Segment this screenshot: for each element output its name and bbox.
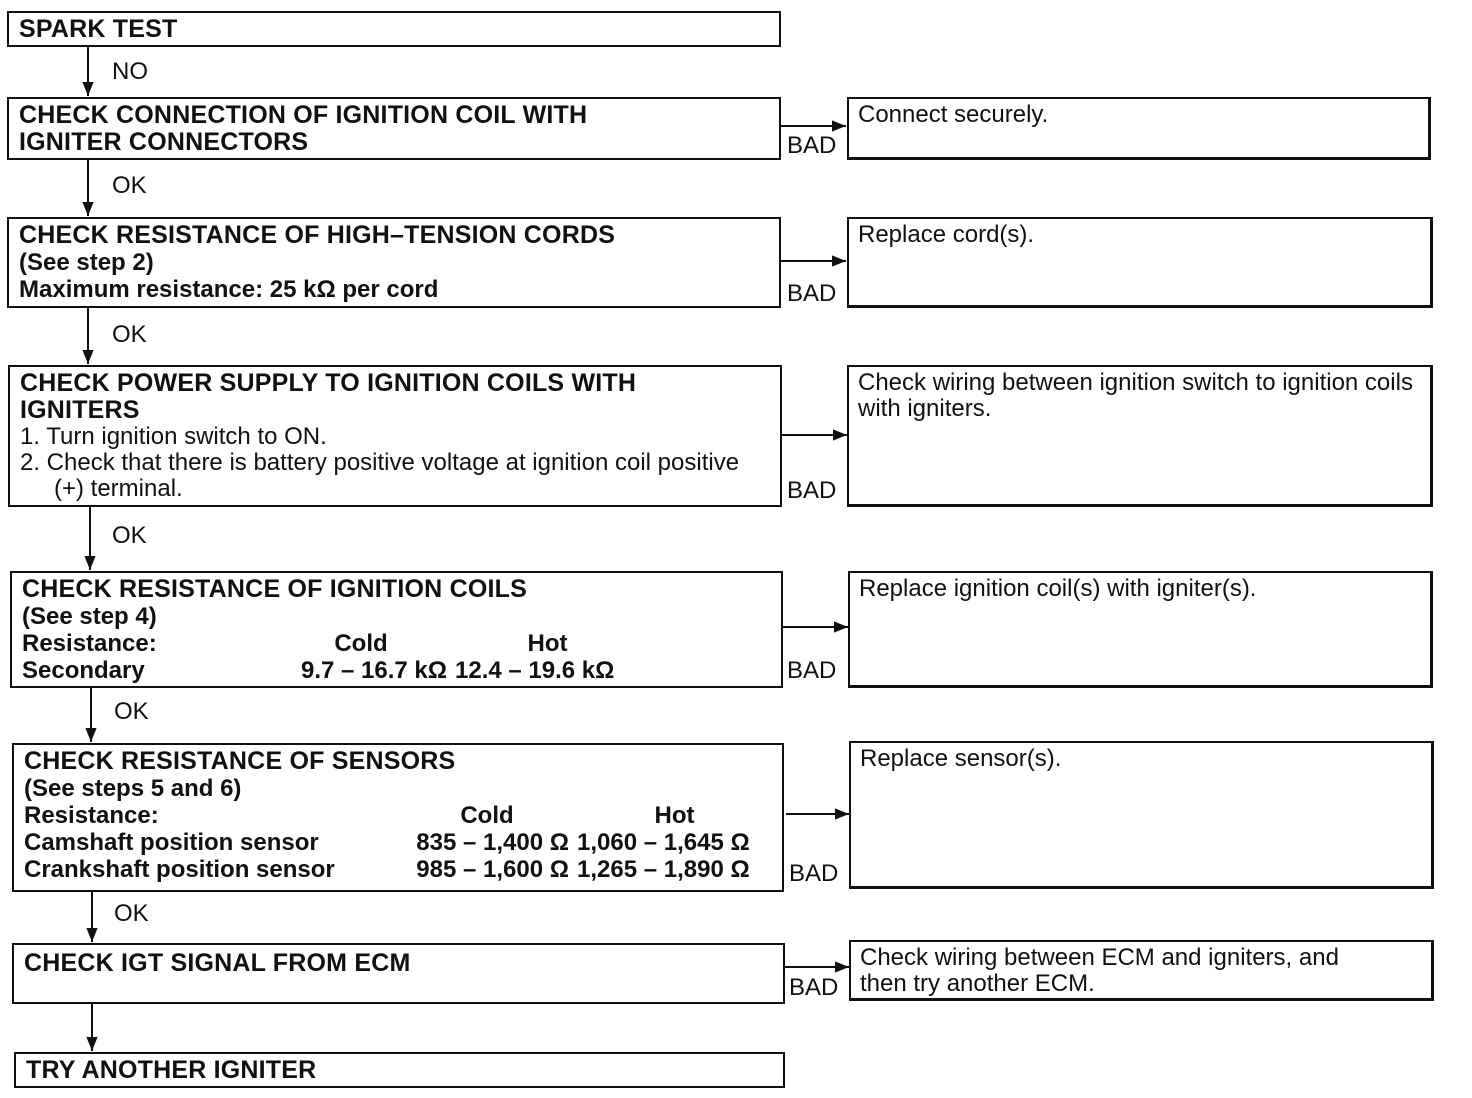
- sensor-row-1-name: Camshaft position sensor: [24, 829, 319, 856]
- fix-replace-coils-text: Replace ignition coil(s) with igniter(s).: [859, 575, 1257, 602]
- fix-connect-securely-text: Connect securely.: [858, 101, 1049, 128]
- try-another-igniter-title: TRY ANOTHER IGNITER: [26, 1056, 317, 1084]
- step-check-connection-box: [7, 97, 781, 160]
- fix-replace-cords-box: [847, 217, 1433, 308]
- fix-replace-coils-box: [848, 571, 1433, 688]
- coil-resistance-header-row: [22, 630, 640, 657]
- coil-resistance-label: Resistance:: [22, 630, 157, 657]
- step-igt-signal-title: CHECK IGT SIGNAL FROM ECM: [24, 949, 411, 977]
- step-coil-resistance-ref: (See step 4): [22, 603, 157, 630]
- sensor-hot-header: Hot: [654, 802, 695, 829]
- table-row: [24, 829, 772, 856]
- step-check-connection-title-line2: IGNITER CONNECTORS: [19, 128, 309, 156]
- fix-check-wiring-switch-text: Check wiring between ignition switch to ignition coils with igniters.: [858, 369, 1413, 422]
- ok-label-step1: OK: [112, 172, 147, 199]
- step-power-supply-title-line2: IGNITERS: [20, 396, 140, 424]
- no-label: NO: [112, 58, 148, 85]
- fix-check-ecm-box: [849, 940, 1434, 1001]
- coil-row-name: Secondary: [22, 657, 145, 684]
- coil-cold-header: Cold: [334, 630, 388, 657]
- sensor-row-1-cold: 835 – 1,400 Ω: [416, 829, 569, 856]
- sensor-resistance-label: Resistance:: [24, 802, 159, 829]
- step-cord-resistance-spec: Maximum resistance: 25 kΩ per cord: [19, 276, 439, 303]
- coil-row-cold: 9.7 – 16.7 kΩ: [300, 657, 447, 684]
- table-row: [24, 856, 772, 883]
- bad-label-step5: BAD: [789, 860, 839, 887]
- sensor-row-1-hot: 1,060 – 1,645 Ω: [577, 829, 750, 856]
- bad-label-step4: BAD: [787, 657, 837, 684]
- fix-check-ecm-text-line2: then try another ECM.: [860, 970, 1095, 997]
- spark-test-title: SPARK TEST: [19, 15, 178, 43]
- coil-row-hot: 12.4 – 19.6 kΩ: [455, 657, 615, 684]
- sensor-resistance-table: [24, 802, 772, 883]
- fix-replace-sensors-text: Replace sensor(s).: [860, 745, 1062, 772]
- fix-connect-securely-box: [847, 97, 1431, 160]
- table-row: [22, 657, 640, 684]
- bad-label-step2: BAD: [787, 280, 837, 307]
- ok-label-step4: OK: [114, 698, 149, 725]
- step-cord-resistance-title: CHECK RESISTANCE OF HIGH–TENSION CORDS: [19, 221, 616, 249]
- sensor-resistance-header-row: [24, 802, 772, 829]
- fix-check-ecm-text-line1: Check wiring between ECM and igniters, and: [860, 944, 1339, 971]
- bad-label-step1: BAD: [787, 132, 837, 159]
- step-coil-resistance-title: CHECK RESISTANCE OF IGNITION COILS: [22, 575, 527, 603]
- ok-label-step5: OK: [114, 900, 149, 927]
- step-sensor-resistance-title: CHECK RESISTANCE OF SENSORS: [24, 747, 456, 775]
- step-check-connection-title-line1: CHECK CONNECTION OF IGNITION COIL WITH: [19, 101, 588, 129]
- step-coil-resistance-box: [10, 571, 783, 688]
- power-supply-instruction-1: 1. Turn ignition switch to ON.: [20, 423, 327, 450]
- coil-hot-header: Hot: [527, 630, 568, 657]
- sensor-row-2-hot: 1,265 – 1,890 Ω: [577, 856, 750, 883]
- fix-replace-cords-text: Replace cord(s).: [858, 221, 1035, 248]
- spark-test-box: [7, 11, 781, 47]
- fix-check-wiring-switch-box: [847, 365, 1433, 507]
- step-cord-resistance-box: [7, 217, 781, 308]
- step-igt-signal-box: [12, 943, 785, 1004]
- sensor-row-2-cold: 985 – 1,600 Ω: [416, 856, 569, 883]
- step-power-supply-box: [8, 365, 782, 507]
- coil-resistance-table: [22, 630, 640, 684]
- step-sensor-resistance-box: [12, 743, 784, 892]
- ok-label-step2: OK: [112, 321, 147, 348]
- try-another-igniter-box: [14, 1052, 785, 1088]
- step-cord-resistance-ref: (See step 2): [19, 249, 154, 276]
- sensor-row-2-name: Crankshaft position sensor: [24, 856, 335, 883]
- bad-label-step3: BAD: [787, 477, 837, 504]
- power-supply-instruction-2: 2. Check that there is battery positive voltage at ignition coil positive (+) terminal.: [20, 449, 740, 502]
- fix-replace-sensors-box: [849, 741, 1434, 889]
- bad-label-step6: BAD: [789, 974, 839, 1001]
- ok-label-step3: OK: [112, 522, 147, 549]
- step-power-supply-title-line1: CHECK POWER SUPPLY TO IGNITION COILS WITH: [20, 369, 637, 397]
- sensor-cold-header: Cold: [460, 802, 514, 829]
- step-sensor-resistance-ref: (See steps 5 and 6): [24, 775, 242, 802]
